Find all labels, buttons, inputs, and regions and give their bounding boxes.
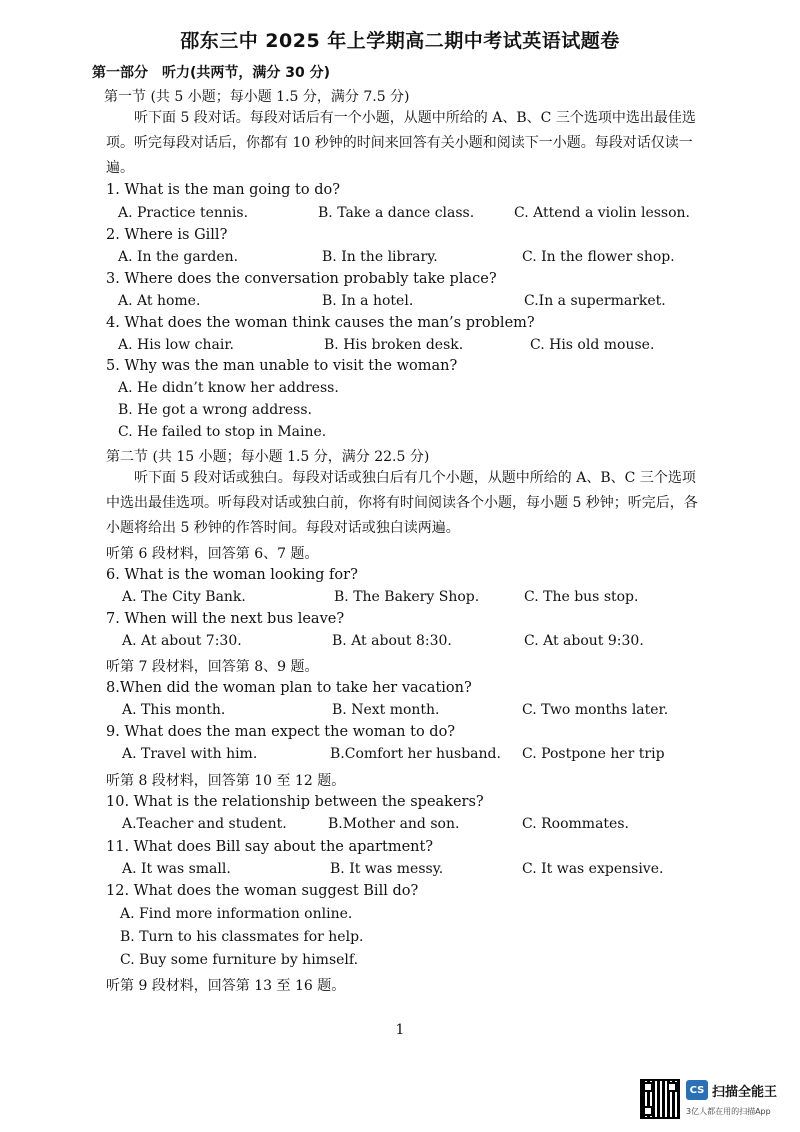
- q10-option-c: C. Roommates.: [522, 816, 629, 832]
- question-4: 4. What does the woman think causes the man’s problem?: [106, 315, 535, 331]
- q10-option-a: A.Teacher and student.: [122, 816, 287, 832]
- q6-option-b: B. The Bakery Shop.: [334, 589, 480, 605]
- question-9: 9. What does the man expect the woman to do?: [106, 724, 456, 740]
- question-6: 6. What is the woman looking for?: [106, 567, 358, 583]
- q8-option-a: A. This month.: [122, 702, 226, 718]
- section2-heading: 第二节 (共 15 小题；每小题 1.5 分，满分 22.5 分): [106, 449, 430, 465]
- q7-option-c: C. At about 9:30.: [524, 633, 644, 649]
- q6-option-a: A. The City Bank.: [122, 589, 246, 605]
- q8-option-c: C. Two months later.: [522, 702, 669, 718]
- q11-option-b: B. It was messy.: [330, 861, 444, 877]
- q10-option-b: B.Mother and son.: [328, 816, 460, 832]
- q7-option-b: B. At about 8:30.: [332, 633, 452, 649]
- q2-option-a: A. In the garden.: [118, 249, 239, 265]
- section1-heading: 第一节 (共 5 小题；每小题 1.5 分，满分 7.5 分): [104, 89, 410, 105]
- material-7-note: 听第 7 段材料，回答第 8、9 题。: [106, 659, 319, 675]
- q3-option-a: A. At home.: [118, 293, 201, 309]
- q2-option-b: B. In the library.: [322, 249, 438, 265]
- q4-option-b: B. His broken desk.: [324, 337, 464, 353]
- q12-option-b: B. Turn to his classmates for help.: [120, 929, 364, 945]
- q9-option-c: C. Postpone her trip: [522, 746, 665, 762]
- question-2: 2. Where is Gill?: [106, 227, 228, 243]
- question-1: 1. What is the man going to do?: [106, 182, 340, 198]
- q3-option-b: B. In a hotel.: [322, 293, 414, 309]
- material-6-note: 听第 6 段材料，回答第 6、7 题。: [106, 546, 319, 562]
- camscanner-logo: CS: [686, 1080, 708, 1100]
- q5-option-b: B. He got a wrong address.: [118, 402, 312, 418]
- question-3: 3. Where does the conversation probably take place?: [106, 271, 497, 287]
- q2-option-c: C. In the flower shop.: [522, 249, 675, 265]
- q3-option-c: C.In a supermarket.: [524, 293, 666, 309]
- watermark-brand: 扫描全能王: [712, 1085, 778, 1100]
- q5-option-c: C. He failed to stop in Maine.: [118, 424, 327, 440]
- q8-option-b: B. Next month.: [332, 702, 440, 718]
- question-10: 10. What is the relationship between the speakers?: [106, 794, 484, 810]
- question-8: 8.When did the woman plan to take her vacation?: [106, 680, 472, 696]
- q6-option-c: C. The bus stop.: [524, 589, 639, 605]
- q1-option-b: B. Take a dance class.: [318, 205, 475, 221]
- q12-option-a: A. Find more information online.: [120, 906, 353, 922]
- q4-option-c: C. His old mouse.: [530, 337, 655, 353]
- section1-instructions: 听下面 5 段对话。每段对话后有一个小题，从题中所给的 A、B、C 三个选项中选出最佳选项。听完每段对话后，你都有 10 秒钟的时间来回答有关小题和阅读下一小题。每段对话仅读一遍。: [106, 110, 696, 176]
- exam-title: 邵东三中 2025 年上学期高二期中考试英语试题卷: [180, 30, 620, 52]
- q9-option-b: B.Comfort her husband.: [330, 746, 501, 762]
- section2-instructions: 听下面 5 段对话或独白。每段对话或独白后有几个小题，从题中所给的 A、B、C 三个选项中选出最佳选项。听每段对话或独白前，你将有时间阅读各个小题，每小题 5 秒钟；听完后，各小题将给出 5 秒钟的作答时间。每段对话或独白读两遍。: [106, 470, 698, 536]
- part1-heading: 第一部分 听力(共两节，满分 30 分): [92, 65, 331, 81]
- material-9-note: 听第 9 段材料，回答第 13 至 16 题。: [106, 978, 346, 994]
- question-7: 7. When will the next bus leave?: [106, 611, 345, 627]
- q4-option-a: A. His low chair.: [118, 337, 234, 353]
- q5-option-a: A. He didn’t know her address.: [118, 380, 339, 396]
- question-11: 11. What does Bill say about the apartment?: [106, 839, 434, 855]
- question-5: 5. Why was the man unable to visit the woman?: [106, 358, 458, 374]
- watermark-tagline: 3亿人都在用的扫描App: [686, 1107, 771, 1116]
- q1-option-c: C. Attend a violin lesson.: [514, 205, 691, 221]
- q9-option-a: A. Travel with him.: [122, 746, 258, 762]
- material-8-note: 听第 8 段材料，回答第 10 至 12 题。: [106, 773, 346, 789]
- q11-option-a: A. It was small.: [122, 861, 231, 877]
- q7-option-a: A. At about 7:30.: [122, 633, 242, 649]
- qr-code-icon: [640, 1079, 680, 1119]
- page-number: 1: [395, 1022, 405, 1038]
- q11-option-c: C. It was expensive.: [522, 861, 664, 877]
- q1-option-a: A. Practice tennis.: [118, 205, 249, 221]
- question-12: 12. What does the woman suggest Bill do?: [106, 883, 419, 899]
- q12-option-c: C. Buy some furniture by himself.: [120, 952, 359, 968]
